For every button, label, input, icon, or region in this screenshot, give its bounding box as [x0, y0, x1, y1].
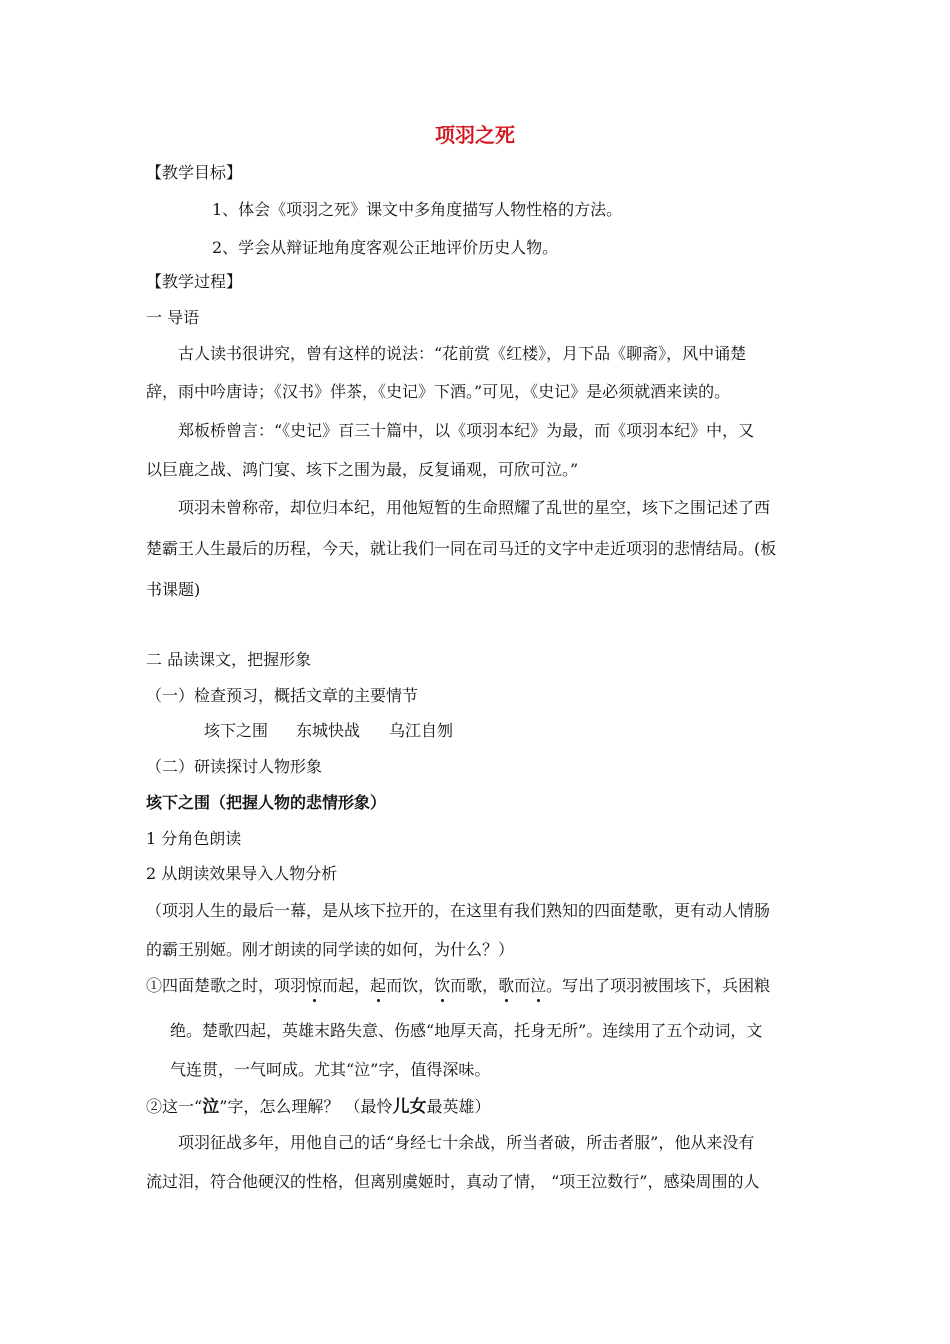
- emphasis-qi: 起: [370, 976, 387, 995]
- emphasis-yin: 饮: [434, 976, 451, 995]
- emphasis-weep-char: 泣: [202, 1097, 220, 1117]
- circle-1-text-c: 而饮，: [386, 976, 435, 995]
- step-2: 2 从朗读效果导入人物分析: [146, 864, 338, 883]
- goal-item-2: 2、学会从辩证地角度客观公正地评价历史人物。: [212, 238, 559, 257]
- note-line-1: （项羽人生的最后一幕，是从垓下拉开的，在这里有我们熟知的四面楚歌，更有动人情肠: [146, 901, 771, 920]
- intro-paragraph-1-line-1: 古人读书很讲究，曾有这样的说法：“花前赏《红楼》，月下品《聊斋》，风中诵楚: [178, 344, 747, 363]
- circle-1-line-2: 绝。楚歌四起，英雄末路失意、伤感“地厚天高，托身无所”。连续用了五个动词，文: [170, 1021, 763, 1040]
- circle-1-text-f: 。写出了项羽被围垓下，兵困粮: [546, 976, 771, 995]
- section-2-heading: 二 品读课文，把握形象: [146, 650, 312, 669]
- emphasis-ernv: 儿女: [392, 1097, 427, 1117]
- circle-2-line: [146, 1096, 490, 1118]
- circle-2-text-a: ②这一“: [146, 1097, 203, 1116]
- plot-item-1: 垓下之围: [204, 721, 269, 740]
- intro-paragraph-3-line-1: 项羽未曾称帝，却位归本纪，用他短暂的生命照耀了乱世的星空，垓下之围记述了西: [178, 498, 771, 517]
- circle-1-line-3: 气连贯，一气呵成。尤其“泣”字，值得深味。: [170, 1060, 491, 1079]
- circle-2-text-b: ”字，怎么理解？ （最怜: [219, 1097, 393, 1116]
- goals-heading: 【教学目标】: [146, 163, 243, 182]
- section-1-heading: 一 导语: [146, 308, 200, 327]
- paragraph-4-line-2: 流过泪，符合他硬汉的性格，但离别虞姬时，真动了情， “项王泣数行”，感染周围的人: [146, 1172, 760, 1191]
- circle-1-text-a: ①四面楚歌之时，项羽: [146, 976, 307, 995]
- gaixia-heading: 垓下之围（把握人物的悲情形象）: [146, 793, 387, 812]
- intro-paragraph-3-line-2: 楚霸王人生最后的历程，今天，就让我们一同在司马迁的文字中走近项羽的悲情结局。(板: [146, 539, 777, 558]
- process-heading: 【教学过程】: [146, 272, 243, 291]
- intro-paragraph-2-line-1: 郑板桥曾言：“《史记》百三十篇中，以《项羽本纪》为最，而《项羽本纪》中，又: [178, 421, 755, 440]
- circle-1-text-d: 而歌，: [450, 976, 499, 995]
- plot-item-3: 乌江自刎: [389, 721, 454, 740]
- emphasis-jing: 惊: [306, 976, 323, 995]
- emphasis-qi-weep: 泣: [530, 976, 547, 995]
- note-line-2: 的霸王别姬。刚才朗读的同学读的如何，为什么？）: [146, 940, 515, 959]
- paragraph-4-line-1: 项羽征战多年，用他自己的话“身经七十余战，所当者破，所击者服”，他从来没有: [178, 1133, 755, 1152]
- intro-paragraph-2-line-2: 以巨鹿之战、鸿门宴、垓下之围为最，反复诵观，可欣可泣。”: [146, 460, 579, 479]
- subsection-2-heading: （二）研读探讨人物形象: [146, 757, 323, 776]
- emphasis-ge: 歌: [498, 976, 515, 995]
- intro-paragraph-3-line-3: 书课题): [146, 580, 201, 599]
- plot-item-2: 东城快战: [296, 721, 361, 740]
- subsection-1-heading: （一）检查预习，概括文章的主要情节: [146, 686, 419, 705]
- circle-2-text-c: 最英雄）: [426, 1097, 491, 1116]
- circle-1-line-1: [146, 975, 770, 997]
- intro-paragraph-1-line-2: 辞，雨中吟唐诗；《汉书》伴茶，《史记》下酒。”可见，《史记》是必须就酒来读的。: [146, 382, 731, 401]
- page-title: 项羽之死: [435, 123, 515, 147]
- circle-1-text-e: 而: [514, 976, 531, 995]
- circle-1-text-b: 而起，: [322, 976, 371, 995]
- step-1: 1 分角色朗读: [146, 829, 242, 848]
- goal-item-1: 1、体会《项羽之死》课文中多角度描写人物性格的方法。: [212, 200, 623, 219]
